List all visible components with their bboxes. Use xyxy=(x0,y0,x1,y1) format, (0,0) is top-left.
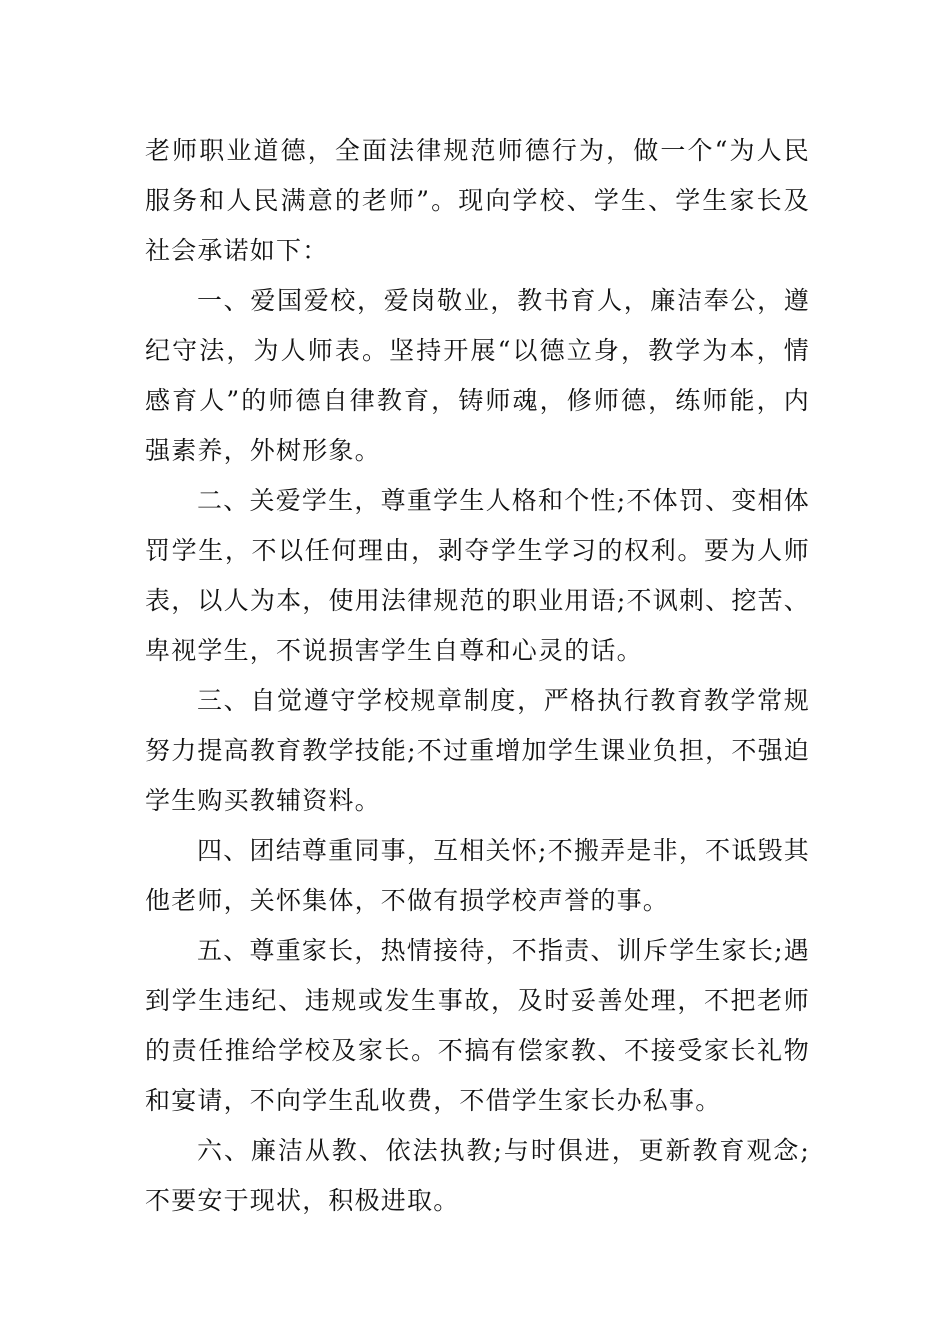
paragraph-item-6: 六、廉洁从教、依法执教;与时俱进，更新教育观念;不要安于现状，积极进取。 xyxy=(145,1136,810,1215)
paragraph-item-3: 三、自觉遵守学校规章制度，严格执行教育教学常规努力提高教育教学技能;不过重增加学生课业负担，不强迫学生购买教辅资料。 xyxy=(145,686,810,815)
paragraph-intro-continued: 老师职业道德，全面法律规范师德行为，做一个“为人民服务和人民满意的老师”。现向学校、学生、学生家长及社会承诺如下： xyxy=(145,136,810,265)
paragraph-item-2: 二、关爱学生，尊重学生人格和个性;不体罚、变相体罚学生，不以任何理由，剥夺学生学习的权利。要为人师表，以人为本，使用法律规范的职业用语;不讽刺、挖苦、卑视学生，不说损害学生自尊和心灵的话。 xyxy=(145,486,810,665)
paragraph-item-1: 一、爱国爱校，爱岗敬业，教书育人，廉洁奉公，遵纪守法，为人师表。坚持开展“以德立身，教学为本，情感育人”的师德自律教育，铸师魂，修师德，练师能，内强素养，外树形象。 xyxy=(145,286,810,465)
paragraph-item-4: 四、团结尊重同事，互相关怀;不搬弄是非，不诋毁其他老师，关怀集体，不做有损学校声誉的事。 xyxy=(145,836,810,915)
document-body xyxy=(145,126,810,1226)
paragraph-item-5: 五、尊重家长，热情接待，不指责、训斥学生家长;遇到学生违纪、违规或发生事故，及时妥善处理，不把老师的责任推给学校及家长。不搞有偿家教、不接受家长礼物和宴请，不向学生乱收费，不借学生家长办私事。 xyxy=(145,936,810,1115)
